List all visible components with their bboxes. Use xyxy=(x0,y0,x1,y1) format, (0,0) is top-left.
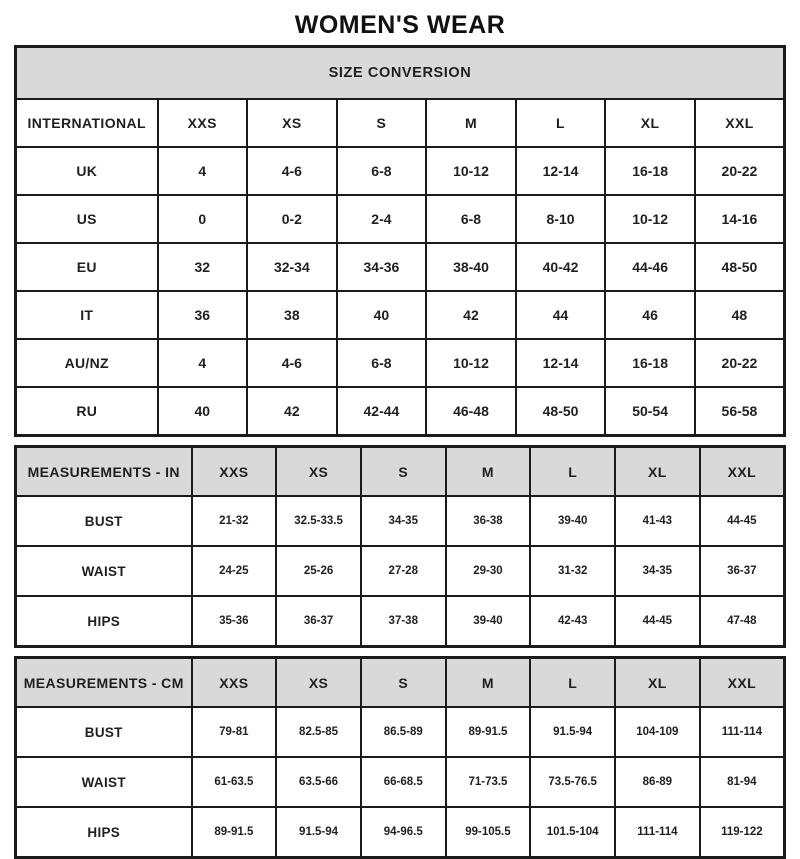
row-label-hips: HIPS xyxy=(16,807,192,858)
table-row-bust-cm xyxy=(16,707,785,757)
value-cell: 91.5-94 xyxy=(276,807,361,858)
value-cell: 21-32 xyxy=(192,496,277,546)
value-cell: 41-43 xyxy=(615,496,700,546)
value-cell: 12-14 xyxy=(516,147,606,195)
measurements-in-table xyxy=(14,445,786,648)
column-header-m: M xyxy=(426,99,516,147)
value-cell: 48 xyxy=(695,291,785,339)
value-cell: 12-14 xyxy=(516,339,606,387)
size-header-xs: XS xyxy=(276,447,361,497)
value-cell: 86.5-89 xyxy=(361,707,446,757)
value-cell: 36-37 xyxy=(276,596,361,647)
row-label-waist: WAIST xyxy=(16,757,192,807)
value-cell: 42 xyxy=(426,291,516,339)
value-cell: 39-40 xyxy=(530,496,615,546)
size-header-xxl: XXL xyxy=(700,447,785,497)
value-cell: 40 xyxy=(158,387,248,436)
column-header-s: S xyxy=(337,99,427,147)
size-conversion-column-header-row xyxy=(16,99,785,147)
value-cell: 89-91.5 xyxy=(446,707,531,757)
table-row-us xyxy=(16,195,785,243)
size-header-xxs: XXS xyxy=(192,447,277,497)
value-cell: 29-30 xyxy=(446,546,531,596)
row-label-uk: UK xyxy=(16,147,158,195)
value-cell: 0 xyxy=(158,195,248,243)
value-cell: 46-48 xyxy=(426,387,516,436)
value-cell: 14-16 xyxy=(695,195,785,243)
value-cell: 73.5-76.5 xyxy=(530,757,615,807)
value-cell: 0-2 xyxy=(247,195,337,243)
value-cell: 61-63.5 xyxy=(192,757,277,807)
value-cell: 42-43 xyxy=(530,596,615,647)
row-label-hips: HIPS xyxy=(16,596,192,647)
size-header-s: S xyxy=(361,658,446,708)
table-row-waist-in xyxy=(16,546,785,596)
value-cell: 2-4 xyxy=(337,195,427,243)
size-conversion-banner-row xyxy=(16,47,785,100)
value-cell: 99-105.5 xyxy=(446,807,531,858)
value-cell: 27-28 xyxy=(361,546,446,596)
value-cell: 44-45 xyxy=(615,596,700,647)
value-cell: 6-8 xyxy=(426,195,516,243)
value-cell: 46 xyxy=(605,291,695,339)
value-cell: 104-109 xyxy=(615,707,700,757)
value-cell: 119-122 xyxy=(700,807,785,858)
row-label-aunz: AU/NZ xyxy=(16,339,158,387)
value-cell: 37-38 xyxy=(361,596,446,647)
row-label-eu: EU xyxy=(16,243,158,291)
row-label-waist: WAIST xyxy=(16,546,192,596)
row-label-ru: RU xyxy=(16,387,158,436)
value-cell: 16-18 xyxy=(605,147,695,195)
value-cell: 111-114 xyxy=(700,707,785,757)
value-cell: 63.5-66 xyxy=(276,757,361,807)
column-header-xs: XS xyxy=(247,99,337,147)
value-cell: 36-38 xyxy=(446,496,531,546)
table-row-ru xyxy=(16,387,785,436)
value-cell: 44-46 xyxy=(605,243,695,291)
value-cell: 56-58 xyxy=(695,387,785,436)
value-cell: 31-32 xyxy=(530,546,615,596)
column-header-xxl: XXL xyxy=(695,99,785,147)
value-cell: 10-12 xyxy=(426,339,516,387)
page-title: WOMEN'S WEAR xyxy=(294,11,506,39)
value-cell: 40 xyxy=(337,291,427,339)
value-cell: 111-114 xyxy=(615,807,700,858)
value-cell: 86-89 xyxy=(615,757,700,807)
column-header-xl: XL xyxy=(605,99,695,147)
row-label-bust: BUST xyxy=(16,707,192,757)
value-cell: 91.5-94 xyxy=(530,707,615,757)
value-cell: 10-12 xyxy=(605,195,695,243)
value-cell: 94-96.5 xyxy=(361,807,446,858)
measurements-in-header: MEASUREMENTS - IN xyxy=(16,447,192,497)
value-cell: 89-91.5 xyxy=(192,807,277,858)
value-cell: 50-54 xyxy=(605,387,695,436)
value-cell: 71-73.5 xyxy=(446,757,531,807)
value-cell: 32 xyxy=(158,243,248,291)
table-row-uk xyxy=(16,147,785,195)
value-cell: 42-44 xyxy=(337,387,427,436)
measurements-cm-table xyxy=(14,656,786,859)
value-cell: 24-25 xyxy=(192,546,277,596)
value-cell: 101.5-104 xyxy=(530,807,615,858)
value-cell: 25-26 xyxy=(276,546,361,596)
size-conversion-table xyxy=(14,45,786,437)
value-cell: 44-45 xyxy=(700,496,785,546)
value-cell: 82.5-85 xyxy=(276,707,361,757)
size-header-l: L xyxy=(530,658,615,708)
measurements-cm-header-row xyxy=(16,658,785,708)
value-cell: 34-35 xyxy=(615,546,700,596)
column-header-international: INTERNATIONAL xyxy=(16,99,158,147)
value-cell: 48-50 xyxy=(695,243,785,291)
value-cell: 35-36 xyxy=(192,596,277,647)
value-cell: 40-42 xyxy=(516,243,606,291)
value-cell: 4 xyxy=(158,147,248,195)
size-header-m: M xyxy=(446,447,531,497)
value-cell: 42 xyxy=(247,387,337,436)
size-conversion-header: SIZE CONVERSION xyxy=(16,47,785,100)
value-cell: 4-6 xyxy=(247,147,337,195)
value-cell: 44 xyxy=(516,291,606,339)
value-cell: 20-22 xyxy=(695,147,785,195)
value-cell: 34-36 xyxy=(337,243,427,291)
value-cell: 47-48 xyxy=(700,596,785,647)
value-cell: 48-50 xyxy=(516,387,606,436)
size-header-xxs: XXS xyxy=(192,658,277,708)
value-cell: 36-37 xyxy=(700,546,785,596)
size-header-xxl: XXL xyxy=(700,658,785,708)
size-header-m: M xyxy=(446,658,531,708)
table-row-aunz xyxy=(16,339,785,387)
value-cell: 39-40 xyxy=(446,596,531,647)
value-cell: 32.5-33.5 xyxy=(276,496,361,546)
value-cell: 10-12 xyxy=(426,147,516,195)
row-label-bust: BUST xyxy=(16,496,192,546)
value-cell: 4-6 xyxy=(247,339,337,387)
value-cell: 79-81 xyxy=(192,707,277,757)
value-cell: 8-10 xyxy=(516,195,606,243)
measurements-cm-header: MEASUREMENTS - CM xyxy=(16,658,192,708)
size-header-xs: XS xyxy=(276,658,361,708)
value-cell: 16-18 xyxy=(605,339,695,387)
value-cell: 20-22 xyxy=(695,339,785,387)
size-header-xl: XL xyxy=(615,658,700,708)
value-cell: 38 xyxy=(247,291,337,339)
column-header-xxs: XXS xyxy=(158,99,248,147)
value-cell: 6-8 xyxy=(337,339,427,387)
value-cell: 81-94 xyxy=(700,757,785,807)
value-cell: 36 xyxy=(158,291,248,339)
measurements-in-header-row xyxy=(16,447,785,497)
table-row-hips-cm xyxy=(16,807,785,858)
table-row-eu xyxy=(16,243,785,291)
value-cell: 6-8 xyxy=(337,147,427,195)
value-cell: 32-34 xyxy=(247,243,337,291)
value-cell: 38-40 xyxy=(426,243,516,291)
size-header-xl: XL xyxy=(615,447,700,497)
size-header-s: S xyxy=(361,447,446,497)
table-row-it xyxy=(16,291,785,339)
value-cell: 66-68.5 xyxy=(361,757,446,807)
row-label-us: US xyxy=(16,195,158,243)
table-row-hips-in xyxy=(16,596,785,647)
size-header-l: L xyxy=(530,447,615,497)
row-label-it: IT xyxy=(16,291,158,339)
value-cell: 4 xyxy=(158,339,248,387)
column-header-l: L xyxy=(516,99,606,147)
value-cell: 34-35 xyxy=(361,496,446,546)
table-row-bust-in xyxy=(16,496,785,546)
